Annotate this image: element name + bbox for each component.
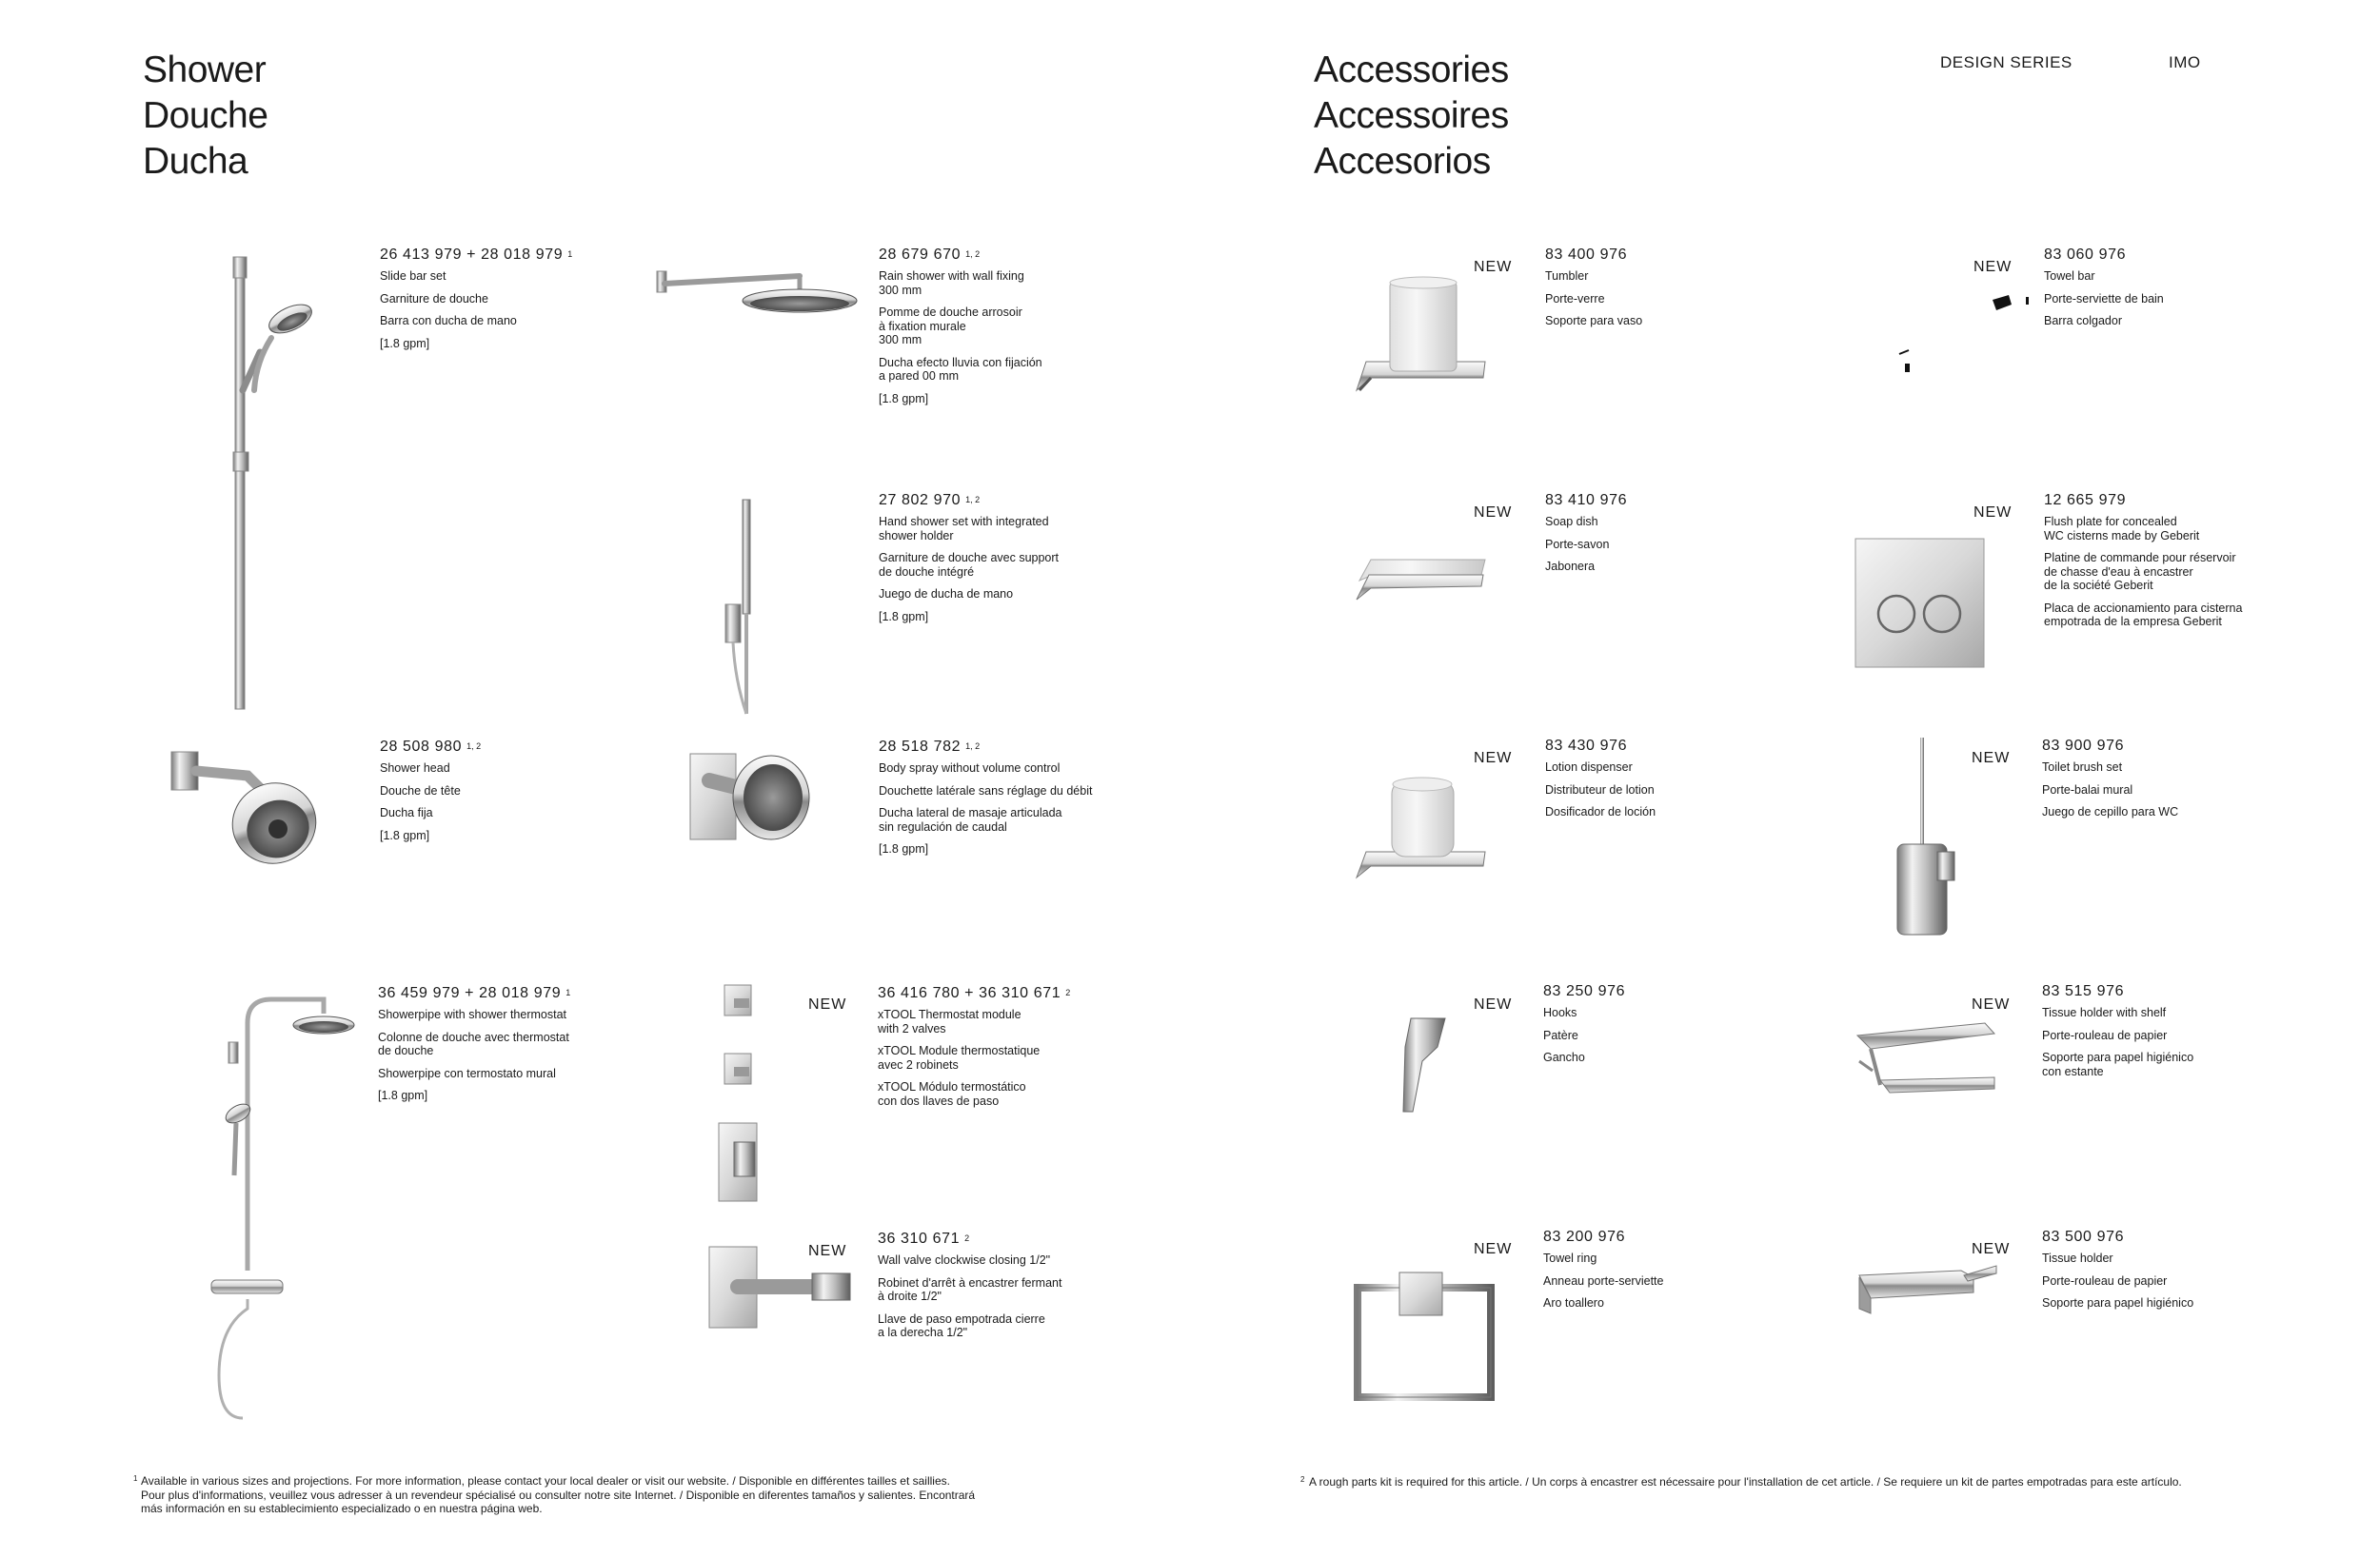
desc-es: Ducha efecto lluvia con fijación a pared 00 mm [879, 355, 1042, 383]
showerpipe-image [200, 985, 362, 1423]
desc-en: Tissue holder [2042, 1252, 2113, 1265]
title-line-en: Shower [143, 49, 267, 90]
body-spray-image [690, 742, 814, 852]
product-83200976 [1543, 1229, 1781, 1319]
new-badge: NEW [808, 996, 847, 1013]
desc-es: Soporte para papel higiénico con estante [2042, 1051, 2194, 1078]
article-code: 83 400 976 [1545, 247, 1628, 263]
flow-rate: [1.8 gpm] [879, 609, 929, 623]
article-code: 83 430 976 [1545, 738, 1628, 754]
title-line-es: Accesorios [1314, 141, 1491, 182]
article-number [378, 985, 616, 1002]
desc-es: Gancho [1543, 1051, 1585, 1064]
footnote-ref: 1, 2 [466, 741, 482, 751]
shower-section-title [143, 48, 268, 185]
towel-ring-image [1352, 1271, 1495, 1404]
desc-fr: Douche de tête [380, 783, 461, 798]
desc-en: Hooks [1543, 1006, 1577, 1019]
product-83250976 [1543, 983, 1781, 1074]
desc-en: Toilet brush set [2042, 760, 2123, 774]
desc-en: Flush plate for concealed WC cisterns made by Geberit [2044, 515, 2200, 542]
desc-fr: Distributeur de lotion [1545, 782, 1655, 797]
slide-bar-set-image [214, 247, 347, 714]
product-83515976 [2042, 983, 2280, 1087]
footnote-mark: 2 [1300, 1475, 1305, 1484]
flow-rate: [1.8 gpm] [380, 828, 430, 842]
desc-fr: Robinet d'arrêt à encastrer fermant à droite 1/2" [878, 1275, 1062, 1303]
desc-es: Juego de cepillo para WC [2042, 805, 2179, 818]
title-line-fr: Douche [143, 95, 268, 136]
article-code: 83 200 976 [1543, 1229, 1626, 1245]
new-badge: NEW [1972, 750, 2011, 766]
article-number [878, 985, 1116, 1002]
tissue-holder-image [1852, 1256, 2004, 1328]
new-badge: NEW [1972, 1241, 2011, 1257]
article-code: 27 802 970 [879, 492, 962, 508]
product-28508980 [380, 739, 618, 851]
desc-fr: Garniture de douche [380, 291, 488, 306]
soap-dish-image [1352, 533, 1490, 609]
flow-rate: [1.8 gpm] [380, 336, 430, 350]
desc-es: Showerpipe con termostato mural [378, 1066, 556, 1080]
article-number [878, 1231, 1116, 1248]
desc-es: Llave de paso empotrada cierre a la derecha 1/2" [878, 1311, 1045, 1339]
desc-en: Tumbler [1545, 269, 1589, 283]
article-number [380, 247, 618, 264]
desc-en: Wall valve clockwise closing 1/2" [878, 1253, 1051, 1267]
new-badge: NEW [1474, 1241, 1513, 1257]
product-83400976 [1545, 247, 1783, 337]
flush-plate-image [1852, 535, 1990, 673]
article-code: 36 416 780 + 36 310 671 [878, 985, 1061, 1001]
product-83900976 [2042, 738, 2280, 828]
desc-fr: Platine de commande pour réservoir de chasse d'eau à encastrer de la société Geberit [2044, 551, 2236, 592]
article-code: 36 459 979 + 28 018 979 [378, 985, 562, 1001]
article-code: 28 508 980 [380, 739, 463, 755]
footnote-body [133, 1474, 1180, 1516]
desc-fr: Porte-savon [1545, 537, 1610, 551]
desc-en: Rain shower with wall fixing 300 mm [879, 269, 1024, 297]
footnote-ref: 2 [1065, 988, 1071, 997]
new-badge: NEW [1972, 996, 2011, 1013]
new-badge: NEW [1474, 996, 1513, 1013]
desc-fr: Douchette latérale sans réglage du débit [879, 783, 1093, 798]
article-number [879, 492, 1117, 509]
product-36310671 [878, 1231, 1116, 1349]
article-number [879, 247, 1117, 264]
footnote-ref: 1 [565, 988, 571, 997]
desc-en: xTOOL Thermostat module with 2 valves [878, 1008, 1021, 1035]
flow-rate: [1.8 gpm] [879, 842, 929, 856]
new-badge: NEW [1474, 504, 1513, 521]
desc-fr: Garniture de douche avec support de douche intégré [879, 551, 1060, 579]
desc-fr: Porte-balai mural [2042, 782, 2133, 797]
desc-fr: Porte-serviette de bain [2044, 291, 2164, 306]
product-26413979 [380, 247, 618, 359]
new-badge: NEW [808, 1243, 847, 1259]
desc-es: Jabonera [1545, 560, 1596, 573]
product-27802970 [879, 492, 1117, 632]
desc-en: Hand shower set with integrated shower holder [879, 515, 1049, 542]
desc-fr: Pomme de douche arrosoir à fixation murale 300 mm [879, 306, 1022, 346]
new-badge: NEW [1973, 504, 2013, 521]
article-code: 83 250 976 [1543, 983, 1626, 999]
title-line-en: Accessories [1314, 49, 1509, 90]
desc-fr: Patère [1543, 1028, 1578, 1042]
desc-es: Soporte para vaso [1545, 314, 1643, 327]
product-36416780 [878, 985, 1116, 1116]
flow-rate: [1.8 gpm] [879, 391, 929, 405]
desc-fr: Porte-rouleau de papier [2042, 1273, 2168, 1288]
article-code: 83 900 976 [2042, 738, 2125, 754]
tumbler-image [1352, 271, 1490, 409]
footnote-ref: 1, 2 [965, 741, 981, 751]
article-code: 83 500 976 [2042, 1229, 2125, 1245]
desc-es: Ducha lateral de masaje articulada sin regulación de caudal [879, 806, 1062, 834]
desc-en: Soap dish [1545, 515, 1598, 528]
product-36459979 [378, 985, 616, 1112]
article-code: 28 518 782 [879, 739, 962, 755]
footnote-left [133, 1474, 1180, 1516]
title-line-es: Ducha [143, 141, 248, 182]
desc-en: Body spray without volume control [879, 761, 1061, 775]
product-83430976 [1545, 738, 1783, 828]
lotion-dispenser-image [1352, 771, 1490, 890]
hand-shower-set-image [714, 500, 771, 714]
desc-es: xTOOL Módulo termostático con dos llaves de paso [878, 1080, 1026, 1108]
article-code: 83 060 976 [2044, 247, 2127, 263]
footnote-body [1300, 1475, 2367, 1489]
shower-head-image [171, 747, 324, 871]
hooks-image [1390, 1009, 1457, 1118]
desc-fr: Porte-verre [1545, 291, 1605, 306]
new-badge: NEW [1973, 259, 2013, 275]
footnote-ref: 1, 2 [965, 249, 981, 259]
desc-es: Barra con ducha de mano [380, 314, 517, 327]
footnote-mark: 1 [133, 1474, 138, 1483]
desc-es: Barra colgador [2044, 314, 2122, 327]
accessories-section-title [1314, 48, 1509, 185]
desc-es: Juego de ducha de mano [879, 587, 1014, 601]
product-28518782 [879, 739, 1117, 865]
product-83410976 [1545, 492, 1783, 582]
desc-en: Towel bar [2044, 269, 2095, 283]
desc-fr: Porte-rouleau de papier [2042, 1028, 2168, 1042]
desc-en: Tissue holder with shelf [2042, 1006, 2167, 1019]
product-83500976 [2042, 1229, 2280, 1319]
desc-fr: xTOOL Module thermostatique avec 2 robinets [878, 1044, 1041, 1072]
article-code: 83 515 976 [2042, 983, 2125, 999]
footnote-ref: 1, 2 [965, 495, 981, 504]
design-series-name: IMO [2169, 53, 2201, 71]
toilet-brush-set-image [1880, 738, 1971, 942]
product-28679670 [879, 247, 1117, 414]
desc-en: Showerpipe with shower thermostat [378, 1008, 567, 1021]
desc-es: Soporte para papel higiénico [2042, 1296, 2194, 1310]
footnote-text: Available in various sizes and projections. For more information, please contact your local dealer or visit our website. / Disponible en différentes tailles et saillies. Pour plus d'informations, veuillez vous adresser à un revendeur spécialisé ou consulter notre site Internet. / Disponible en diferentes tamaños y salientes. Encontrará más información en su establecimiento especializado o en nuestra página web. [141, 1474, 976, 1515]
desc-es: Placa de accionamiento para cisterna empotrada de la empresa Geberit [2044, 601, 2243, 628]
flow-rate: [1.8 gpm] [378, 1089, 428, 1102]
desc-es: Aro toallero [1543, 1296, 1604, 1310]
desc-en: Lotion dispenser [1545, 760, 1633, 774]
rain-shower-image [657, 257, 847, 324]
design-series-label: DESIGN SERIES [1940, 53, 2073, 71]
footnote-ref: 2 [964, 1233, 970, 1243]
desc-en: Slide bar set [380, 269, 446, 283]
product-12665979 [2044, 492, 2282, 638]
footnote-right [1300, 1475, 2367, 1489]
desc-es: Ducha fija [380, 806, 433, 819]
article-code: 36 310 671 [878, 1231, 961, 1247]
xtool-thermostat-image [719, 985, 762, 1204]
tissue-holder-shelf-image [1852, 1009, 2004, 1114]
article-code: 83 410 976 [1545, 492, 1628, 508]
desc-en: Towel ring [1543, 1252, 1597, 1265]
new-badge: NEW [1474, 259, 1513, 275]
desc-es: Dosificador de loción [1545, 805, 1656, 818]
article-number [879, 739, 1117, 756]
article-number [380, 739, 618, 756]
article-code: 12 665 979 [2044, 492, 2127, 508]
title-line-fr: Accessoires [1314, 95, 1509, 136]
article-code: 28 679 670 [879, 247, 962, 263]
footnote-ref: 1 [567, 249, 573, 259]
product-83060976 [2044, 247, 2282, 337]
article-code: 26 413 979 + 28 018 979 [380, 247, 564, 263]
desc-fr: Colonne de douche avec thermostat de douche [378, 1030, 569, 1057]
desc-fr: Anneau porte-serviette [1543, 1273, 1664, 1288]
new-badge: NEW [1474, 750, 1513, 766]
desc-en: Shower head [380, 761, 450, 775]
towel-bar-image [1890, 286, 2033, 376]
footnote-text: A rough parts kit is required for this article. / Un corps à encastrer est nécessaire pour l'installation de cet article. / Se requiere un kit de partes empotradas para este artículo. [1309, 1475, 2182, 1489]
